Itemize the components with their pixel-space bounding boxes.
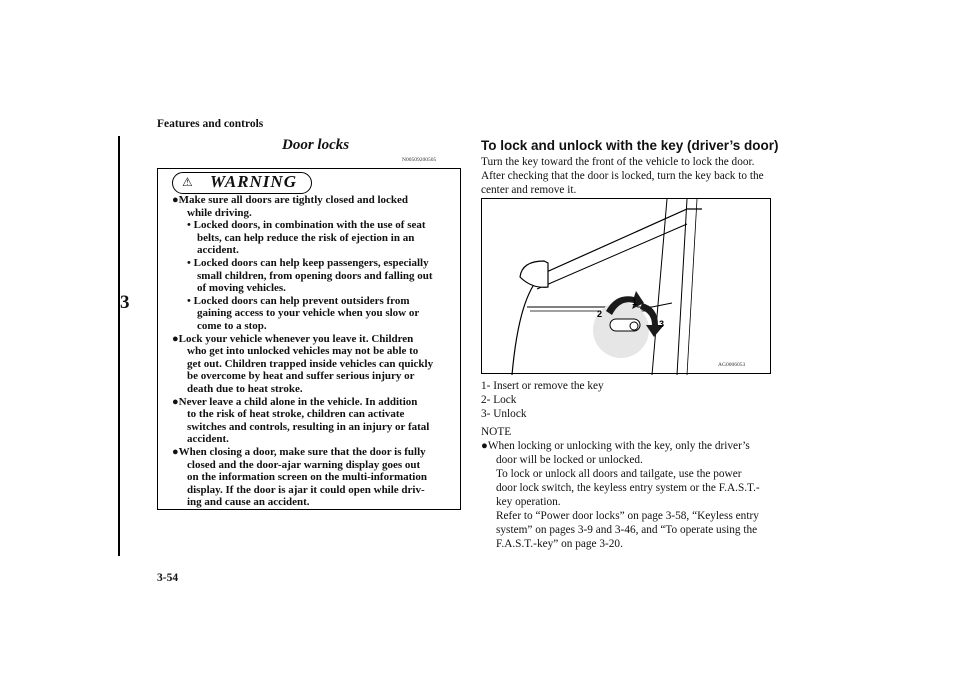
note-line: To lock or unlock all doors and tailgate, use the power (496, 468, 742, 480)
figure-label-3: 3 (659, 319, 665, 329)
warning-line: ●Make sure all doors are tightly closed and locked (172, 194, 409, 206)
warning-line: switches and controls, resulting in an injury or fatal (187, 420, 430, 433)
warning-line: ●Never leave a child alone in the vehicle. In addition (172, 395, 418, 408)
warning-line: be overcome by heat and suffer serious injury or (187, 370, 415, 383)
warning-line: ●Lock your vehicle whenever you leave it. Children (172, 332, 414, 345)
warning-line: • Locked doors, in combination with the use of seat (187, 219, 426, 232)
section-title: Door locks (282, 137, 350, 153)
warning-line: belts, can help reduce the risk of ejection in an (197, 231, 415, 244)
body-line: center and remove it. (481, 184, 577, 196)
warning-line: • Locked doors can help prevent outsiders from (187, 294, 410, 307)
subsection-title: To lock and unlock with the key (driver’s door) (481, 138, 779, 153)
note-label: NOTE (481, 426, 512, 438)
note-line: system” on pages 3-9 and 3-46, and “To operate using the (496, 524, 758, 536)
note-line: F.A.S.T.-key” on page 3-20. (496, 538, 623, 550)
warning-line: gaining access to your vehicle when you slow or (197, 307, 420, 320)
figure-code: AG0006053 (718, 362, 746, 368)
warning-heading: WARNING (210, 172, 297, 191)
figure-label-2: 2 (597, 309, 603, 319)
warning-line: on the information screen on the multi-information (187, 471, 427, 484)
note-line: key operation. (496, 496, 561, 508)
figure-legend-item: 2- Lock (481, 394, 517, 406)
key-lock-figure (481, 198, 771, 374)
warning-line: who get into unlocked vehicles may not be able to (187, 345, 419, 358)
chapter-divider (118, 136, 120, 556)
figure-label-1: 1 (632, 297, 638, 307)
chapter-number: 3 (120, 292, 130, 313)
warning-line: ing and cause an accident. (187, 496, 310, 509)
warning-line: accident. (197, 244, 239, 257)
body-line: Turn the key toward the front of the vehicle to lock the door. (481, 156, 755, 168)
page-number: 3-54 (157, 572, 179, 584)
note-line: door lock switch, the keyless entry system or the F.A.S.T.- (496, 482, 760, 494)
figure-legend-item: 1- Insert or remove the key (481, 380, 604, 392)
note-line: ●When locking or unlocking with the key, only the driver’s (481, 440, 750, 452)
warning-line: while driving. (187, 206, 252, 219)
warning-line: small children, from opening doors and falling out (197, 269, 433, 282)
section-code: N00509200505 (402, 157, 437, 163)
warning-line: accident. (187, 433, 229, 446)
note-line: Refer to “Power door locks” on page 3-58, “Keyless entry (496, 510, 759, 522)
warning-line: come to a stop. (197, 320, 267, 332)
note-line: door will be locked or unlocked. (496, 454, 643, 466)
warning-line: closed and the door-ajar warning display goes out (187, 458, 421, 471)
warning-line: display. If the door is ajar it could open while driv- (187, 483, 425, 496)
warning-triangle-icon: ⚠ (182, 175, 193, 189)
warning-line: of moving vehicles. (197, 282, 286, 295)
warning-line: to the risk of heat stroke, children can activate (187, 408, 405, 421)
door-illustration (482, 199, 772, 375)
warning-line: • Locked doors can help keep passengers, especially (187, 257, 429, 269)
figure-legend-item: 3- Unlock (481, 408, 527, 420)
body-line: After checking that the door is locked, turn the key back to the (481, 170, 764, 182)
warning-line: death due to heat stroke. (187, 383, 303, 395)
warning-line: get out. Children trapped inside vehicles can quickly (187, 357, 434, 370)
chapter-title: Features and controls (157, 118, 264, 130)
warning-line: ●When closing a door, make sure that the door is fully (172, 446, 426, 458)
